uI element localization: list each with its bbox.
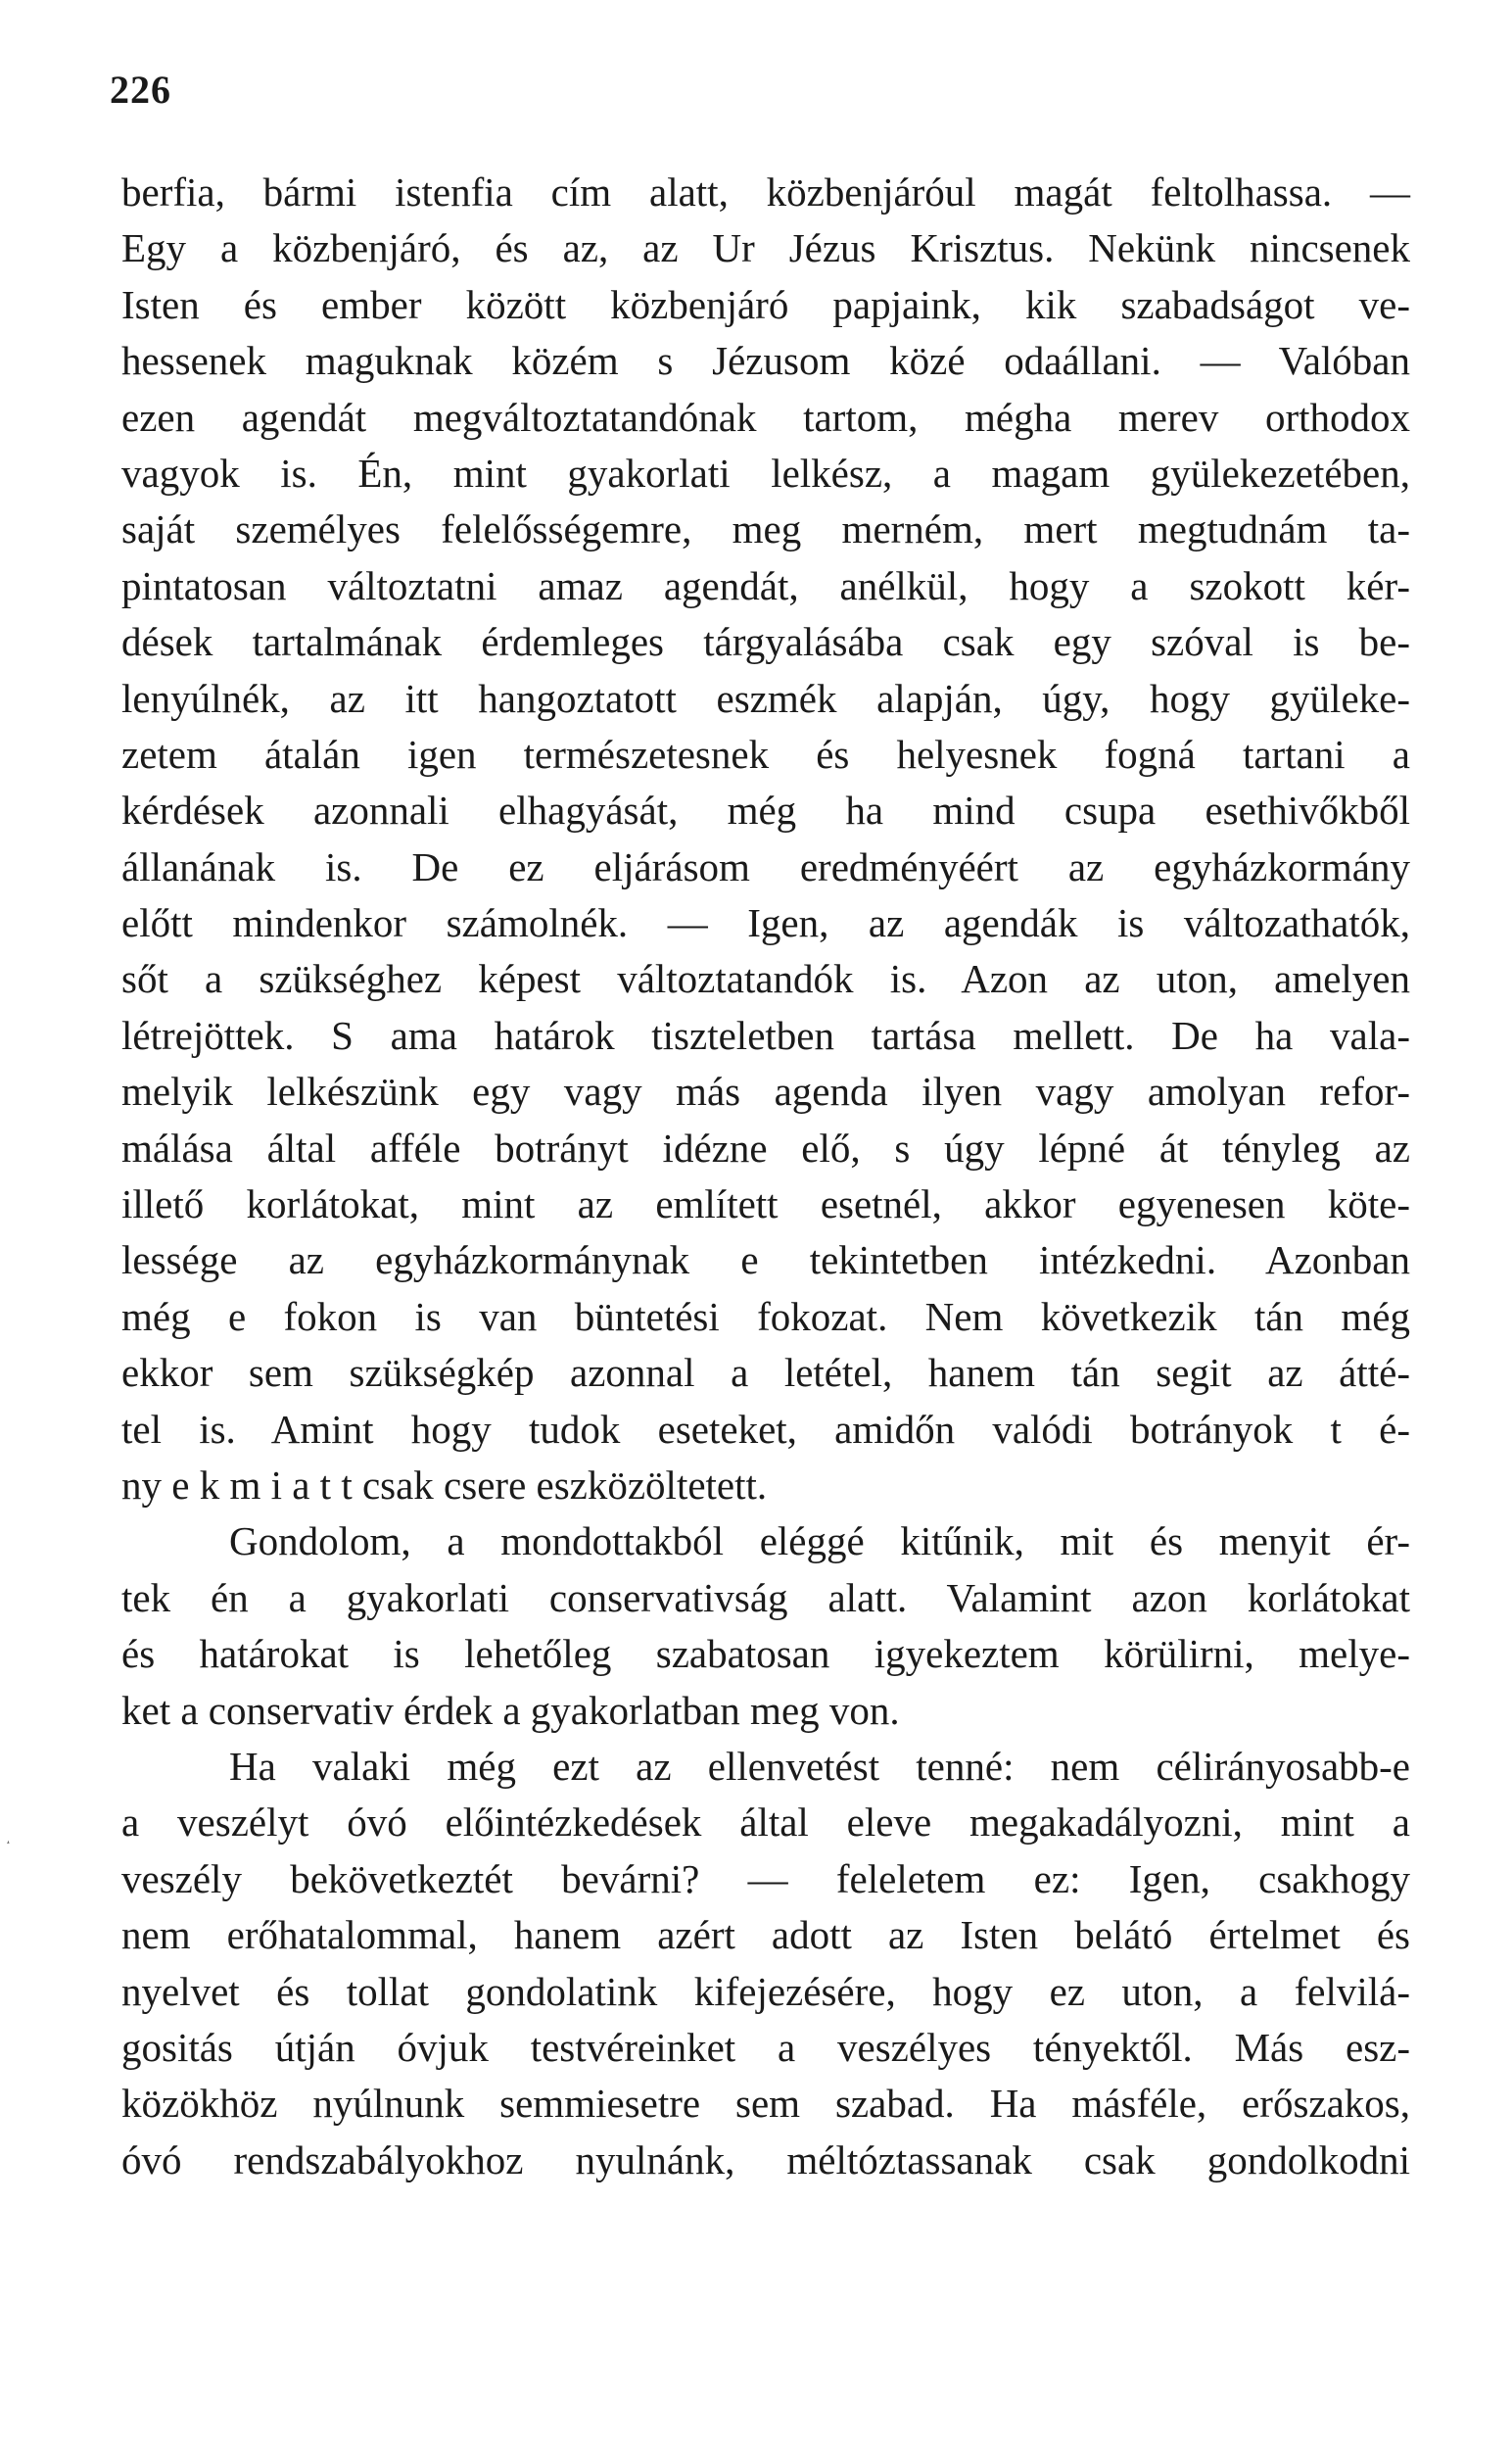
text-line: melyik lelkészünk egy vagy más agenda ilyen vagy amolyan refor-: [121, 1069, 1410, 1115]
text-line: lenyúlnék, az itt hangoztatott eszmék alapján, úgy, hogy gyüleke-: [121, 675, 1410, 721]
text-line: kérdések azonnali elhagyását, még ha mind csupa esethivőkből: [121, 788, 1410, 834]
text-line: nem erőhatalommal, hanem azért adott az Isten belátó értelmet és: [121, 1912, 1410, 1958]
text-line: lessége az egyházkormánynak e tekintetben intézkedni. Azonban: [121, 1237, 1410, 1283]
text-line: sőt a szükséghez képest változtatandók is. Azon az uton, amelyen: [121, 956, 1410, 1002]
text-line: Egy a közbenjáró, és az, az Ur Jézus Krisztus. Nekünk nincsenek: [121, 225, 1410, 271]
text-line: veszély bekövetkeztét bevárni? — feleletem ez: Igen, csakhogy: [121, 1855, 1410, 1901]
text-line: létrejöttek. S ama határok tiszteletben tartása mellett. De ha vala-: [121, 1012, 1410, 1058]
text-line: ezen agendát megváltoztatandónak tartom, mégha merev orthodox: [121, 394, 1410, 440]
text-line: pintatosan változtatni amaz agendát, anélkül, hogy a szokott kér-: [121, 562, 1410, 608]
text-line: ekkor sem szükségkép azonnal a letétel, hanem tán segit az átté-: [121, 1350, 1410, 1396]
text-line: illető korlátokat, mint az említett esetnél, akkor egyenesen köte-: [121, 1181, 1410, 1227]
text-line: ket a conservativ érdek a gyakorlatban meg von.: [121, 1687, 900, 1733]
text-line: ny e k m i a t t csak csere eszközöltetett.: [121, 1462, 768, 1508]
body-text: [121, 165, 1410, 2188]
text-line: dések tartalmának érdemleges tárgyalásába csak egy szóval is be-: [121, 619, 1410, 665]
text-line: és határokat is lehetőleg szabatosan igyekeztem körülirni, melye-: [121, 1631, 1410, 1677]
text-line: vagyok is. Én, mint gyakorlati lelkész, a magam gyülekezetében,: [121, 450, 1410, 496]
text-line: gositás útján óvjuk testvéreinket a veszélyes tényektől. Más esz-: [121, 2024, 1410, 2070]
text-line: Isten és ember között közbenjáró papjaink, kik szabadságot ve-: [121, 281, 1410, 327]
paragraph-start: Gondolom, a mondottakból eléggé kitűnik, mit és menyit ér-: [229, 1518, 1410, 1564]
text-line: zetem átalán igen természetesnek és helyesnek fogná tartani a: [121, 731, 1410, 777]
stray-mark: ˔: [6, 1834, 11, 1848]
text-line: állanának is. De ez eljárásom eredményéért az egyházkormány: [121, 843, 1410, 889]
text-line: még e fokon is van büntetési fokozat. Nem következik tán még: [121, 1293, 1410, 1339]
text-line: saját személyes felelősségemre, meg merném, mert megtudnám ta-: [121, 506, 1410, 552]
page-number: 226: [110, 68, 171, 112]
text-line: berfia, bármi istenfia cím alatt, közbenjáróul magát feltolhassa. —: [121, 169, 1410, 215]
text-line: óvó rendszabályokhoz nyulnánk, méltóztassanak csak gondolkodni: [121, 2136, 1410, 2182]
paragraph-start: Ha valaki még ezt az ellenvetést tenné: nem célirányosabb-e: [229, 1743, 1410, 1789]
text-line: előtt mindenkor számolnék. — Igen, az agendák is változathatók,: [121, 900, 1410, 946]
text-line: málása által afféle botrányt idézne elő, s úgy lépné át tényleg az: [121, 1125, 1410, 1171]
text-line: tek én a gyakorlati conservativság alatt. Valamint azon korlátokat: [121, 1574, 1410, 1620]
text-line: nyelvet és tollat gondolatink kifejezésére, hogy ez uton, a felvilá-: [121, 1968, 1410, 2014]
text-line: közökhöz nyúlnunk semmiesetre sem szabad. Ha másféle, erőszakos,: [121, 2081, 1410, 2127]
text-line: a veszélyt óvó előintézkedések által eleve megakadályozni, mint a: [121, 1799, 1410, 1846]
text-line: hessenek maguknak közém s Jézusom közé odaállani. — Valóban: [121, 338, 1410, 384]
text-line: tel is. Amint hogy tudok eseteket, amidőn valódi botrányok t é-: [121, 1406, 1410, 1452]
